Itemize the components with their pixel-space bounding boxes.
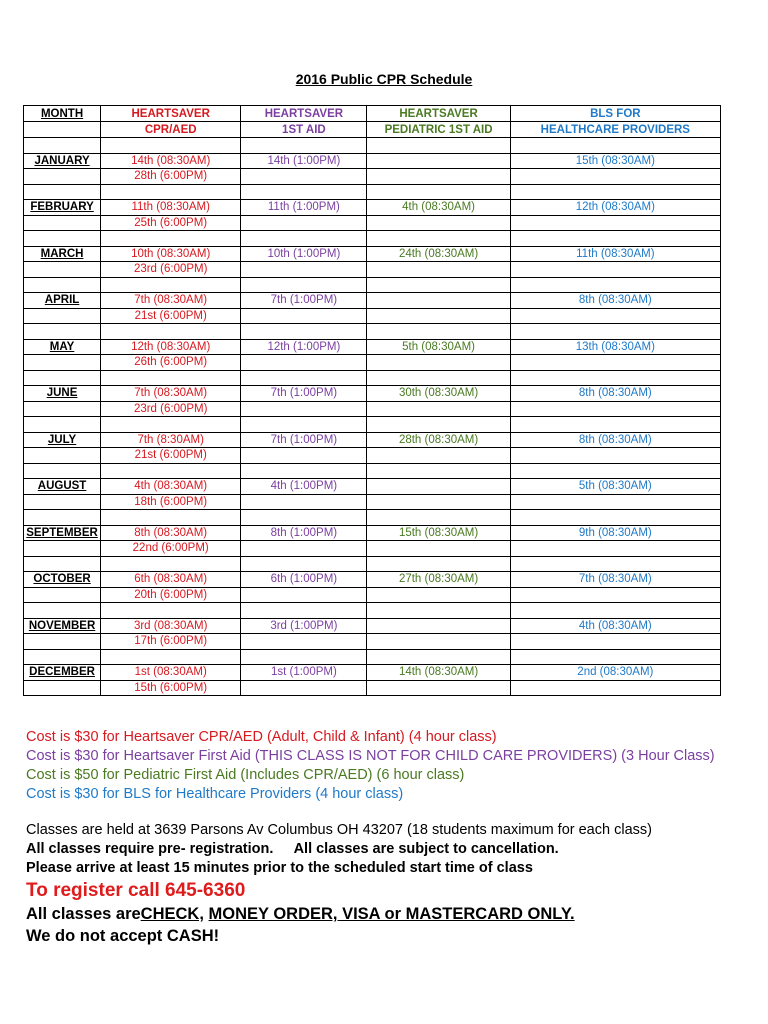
cpr-session-2-may: 26th (6:00PM)	[101, 355, 241, 371]
cpr-session-1-february: 11th (08:30AM)	[101, 200, 241, 216]
spacer-row	[24, 649, 721, 665]
empty-cell	[510, 510, 720, 526]
table-row-july	[24, 432, 721, 448]
empty-cell	[367, 649, 510, 665]
empty-cell	[24, 448, 101, 464]
empty-cell	[367, 184, 510, 200]
empty-cell	[24, 680, 101, 696]
pediatric-session-april	[367, 293, 510, 309]
bls-session-september: 9th (08:30AM)	[510, 525, 720, 541]
empty-cell	[24, 587, 101, 603]
empty-cell	[24, 277, 101, 293]
empty-cell	[510, 556, 720, 572]
spacer-row	[24, 510, 721, 526]
table-row-december-evening	[24, 680, 721, 696]
empty-cell	[101, 138, 241, 154]
month-name-june: JUNE	[24, 386, 101, 402]
cpr-session-2-january: 28th (6:00PM)	[101, 169, 241, 185]
cpr-session-1-september: 8th (08:30AM)	[101, 525, 241, 541]
cpr-session-1-november: 3rd (08:30AM)	[101, 618, 241, 634]
table-row-november	[24, 618, 721, 634]
empty-cell	[101, 463, 241, 479]
empty-cell	[241, 510, 367, 526]
header-month-line2	[24, 122, 101, 138]
table-row-august-evening	[24, 494, 721, 510]
bls-session-november: 4th (08:30AM)	[510, 618, 720, 634]
bls-session-february: 12th (08:30AM)	[510, 200, 720, 216]
cpr-session-2-august: 18th (6:00PM)	[101, 494, 241, 510]
month-name-february: FEBRUARY	[24, 200, 101, 216]
empty-cell	[510, 184, 720, 200]
empty-cell	[367, 401, 510, 417]
cpr-session-2-february: 25th (6:00PM)	[101, 215, 241, 231]
table-header-row-2	[24, 122, 721, 138]
bls-session-october: 7th (08:30AM)	[510, 572, 720, 588]
empty-cell	[24, 603, 101, 619]
empty-cell	[367, 277, 510, 293]
header-pediatric-line2: PEDIATRIC 1ST AID	[367, 122, 510, 138]
empty-cell	[24, 463, 101, 479]
empty-cell	[367, 448, 510, 464]
empty-cell	[241, 324, 367, 340]
pediatric-session-november	[367, 618, 510, 634]
empty-cell	[241, 138, 367, 154]
table-row-february-evening	[24, 215, 721, 231]
table-row-october-evening	[24, 587, 721, 603]
cpr-session-1-may: 12th (08:30AM)	[101, 339, 241, 355]
empty-cell	[510, 587, 720, 603]
first-aid-session-february: 11th (1:00PM)	[241, 200, 367, 216]
month-name-october: OCTOBER	[24, 572, 101, 588]
empty-cell	[510, 448, 720, 464]
empty-cell	[101, 556, 241, 572]
empty-cell	[510, 603, 720, 619]
spacer-row	[24, 231, 721, 247]
pediatric-session-june: 30th (08:30AM)	[367, 386, 510, 402]
empty-cell	[367, 587, 510, 603]
table-row-september	[24, 525, 721, 541]
empty-cell	[367, 680, 510, 696]
table-row-october	[24, 572, 721, 588]
empty-cell	[510, 169, 720, 185]
empty-cell	[241, 603, 367, 619]
empty-cell	[510, 138, 720, 154]
pediatric-session-july: 28th (08:30AM)	[367, 432, 510, 448]
bls-session-august: 5th (08:30AM)	[510, 479, 720, 495]
empty-cell	[510, 494, 720, 510]
empty-cell	[24, 184, 101, 200]
notes-section	[26, 728, 756, 947]
cost-pediatric: Cost is $50 for Pediatric First Aid (Includes CPR/AED) (6 hour class)	[26, 767, 465, 783]
empty-cell	[241, 355, 367, 371]
empty-cell	[367, 541, 510, 557]
empty-cell	[24, 355, 101, 371]
spacer-row	[24, 370, 721, 386]
empty-cell	[367, 262, 510, 278]
table-row-april	[24, 293, 721, 309]
empty-cell	[101, 510, 241, 526]
cpr-session-1-july: 7th (8:30AM)	[101, 432, 241, 448]
bls-session-may: 13th (08:30AM)	[510, 339, 720, 355]
pediatric-session-august	[367, 479, 510, 495]
empty-cell	[241, 262, 367, 278]
empty-cell	[510, 262, 720, 278]
table-row-april-evening	[24, 308, 721, 324]
cpr-session-2-march: 23rd (6:00PM)	[101, 262, 241, 278]
month-name-november: NOVEMBER	[24, 618, 101, 634]
first-aid-session-april: 7th (1:00PM)	[241, 293, 367, 309]
empty-cell	[367, 417, 510, 433]
cpr-session-1-april: 7th (08:30AM)	[101, 293, 241, 309]
empty-cell	[367, 370, 510, 386]
empty-cell	[510, 680, 720, 696]
empty-cell	[367, 355, 510, 371]
first-aid-session-august: 4th (1:00PM)	[241, 479, 367, 495]
spacer-row	[24, 603, 721, 619]
empty-cell	[510, 417, 720, 433]
empty-cell	[510, 277, 720, 293]
empty-cell	[24, 417, 101, 433]
first-aid-session-june: 7th (1:00PM)	[241, 386, 367, 402]
table-row-may	[24, 339, 721, 355]
empty-cell	[510, 231, 720, 247]
table-row-september-evening	[24, 541, 721, 557]
table-row-may-evening	[24, 355, 721, 371]
empty-cell	[367, 215, 510, 231]
table-row-march-evening	[24, 262, 721, 278]
no-cash-text: We do not accept CASH!	[26, 927, 220, 945]
cpr-session-2-april: 21st (6:00PM)	[101, 308, 241, 324]
empty-cell	[241, 634, 367, 650]
empty-cell	[241, 169, 367, 185]
table-row-january-evening	[24, 169, 721, 185]
empty-cell	[24, 649, 101, 665]
spacer-row	[24, 417, 721, 433]
table-row-july-evening	[24, 448, 721, 464]
empty-cell	[241, 448, 367, 464]
table-row-february	[24, 200, 721, 216]
empty-cell	[241, 587, 367, 603]
cost-cpr: Cost is $30 for Heartsaver CPR/AED (Adult, Child & Infant) (4 hour class)	[26, 729, 497, 745]
table-row-august	[24, 479, 721, 495]
bls-session-july: 8th (08:30AM)	[510, 432, 720, 448]
empty-cell	[24, 262, 101, 278]
registration-text: All classes require pre- registration.	[26, 841, 274, 857]
cpr-session-2-july: 21st (6:00PM)	[101, 448, 241, 464]
empty-cell	[241, 215, 367, 231]
header-first-aid-line1: HEARTSAVER	[241, 106, 367, 122]
empty-cell	[241, 463, 367, 479]
empty-cell	[101, 417, 241, 433]
month-name-may: MAY	[24, 339, 101, 355]
empty-cell	[241, 541, 367, 557]
empty-cell	[510, 308, 720, 324]
empty-cell	[367, 169, 510, 185]
empty-cell	[101, 603, 241, 619]
first-aid-session-july: 7th (1:00PM)	[241, 432, 367, 448]
empty-cell	[101, 277, 241, 293]
spacer-row	[24, 184, 721, 200]
empty-cell	[24, 401, 101, 417]
cpr-session-1-december: 1st (08:30AM)	[101, 665, 241, 681]
pediatric-session-september: 15th (08:30AM)	[367, 525, 510, 541]
first-aid-session-november: 3rd (1:00PM)	[241, 618, 367, 634]
empty-cell	[101, 184, 241, 200]
empty-cell	[510, 324, 720, 340]
cpr-session-2-september: 22nd (6:00PM)	[101, 541, 241, 557]
empty-cell	[24, 634, 101, 650]
bls-session-december: 2nd (08:30AM)	[510, 665, 720, 681]
pediatric-session-december: 14th (08:30AM)	[367, 665, 510, 681]
register-call-text: To register call 645-6360	[26, 880, 246, 901]
empty-cell	[367, 463, 510, 479]
spacer-row	[24, 324, 721, 340]
location-text: Classes are held at 3639 Parsons Av Columbus OH 43207 (18 students maximum for each class)	[26, 822, 652, 838]
empty-cell	[24, 510, 101, 526]
empty-cell	[367, 324, 510, 340]
bls-session-january: 15th (08:30AM)	[510, 153, 720, 169]
empty-cell	[24, 324, 101, 340]
cpr-session-2-october: 20th (6:00PM)	[101, 587, 241, 603]
first-aid-session-december: 1st (1:00PM)	[241, 665, 367, 681]
cpr-session-1-march: 10th (08:30AM)	[101, 246, 241, 262]
payment-method-others: MONEY ORDER, VISA or MASTERCARD ONLY.	[208, 905, 575, 923]
empty-cell	[24, 231, 101, 247]
header-bls-line1: BLS FOR	[510, 106, 720, 122]
empty-cell	[367, 603, 510, 619]
first-aid-session-january: 14th (1:00PM)	[241, 153, 367, 169]
empty-cell	[367, 634, 510, 650]
header-cpr-line1: HEARTSAVER	[101, 106, 241, 122]
spacer-row	[24, 463, 721, 479]
spacer-row	[24, 277, 721, 293]
table-row-january	[24, 153, 721, 169]
schedule-table	[23, 105, 721, 696]
empty-cell	[510, 649, 720, 665]
registration-line	[26, 840, 756, 859]
header-pediatric-line1: HEARTSAVER	[367, 106, 510, 122]
empty-cell	[510, 463, 720, 479]
first-aid-session-march: 10th (1:00PM)	[241, 246, 367, 262]
pediatric-session-march: 24th (08:30AM)	[367, 246, 510, 262]
spacer-row	[24, 556, 721, 572]
table-row-june	[24, 386, 721, 402]
spacer-row	[24, 138, 721, 154]
month-name-april: APRIL	[24, 293, 101, 309]
empty-cell	[367, 308, 510, 324]
empty-cell	[510, 215, 720, 231]
empty-cell	[367, 510, 510, 526]
empty-cell	[510, 634, 720, 650]
month-name-september: SEPTEMBER	[24, 525, 101, 541]
cost-first-aid: Cost is $30 for Heartsaver First Aid (THIS CLASS IS NOT FOR CHILD CARE PROVIDERS) (3 Hour Class)	[26, 748, 715, 764]
empty-cell	[241, 401, 367, 417]
bls-session-march: 11th (08:30AM)	[510, 246, 720, 262]
month-name-august: AUGUST	[24, 479, 101, 495]
empty-cell	[367, 556, 510, 572]
month-name-december: DECEMBER	[24, 665, 101, 681]
cancellation-text: All classes are subject to cancellation.	[293, 841, 559, 857]
cpr-session-2-november: 17th (6:00PM)	[101, 634, 241, 650]
empty-cell	[24, 370, 101, 386]
empty-cell	[101, 649, 241, 665]
first-aid-session-october: 6th (1:00PM)	[241, 572, 367, 588]
payment-line	[26, 903, 756, 925]
payment-method-check: CHECK,	[140, 905, 204, 923]
empty-cell	[510, 370, 720, 386]
empty-cell	[510, 401, 720, 417]
empty-cell	[24, 138, 101, 154]
header-cpr-line2: CPR/AED	[101, 122, 241, 138]
pediatric-session-february: 4th (08:30AM)	[367, 200, 510, 216]
bls-session-april: 8th (08:30AM)	[510, 293, 720, 309]
table-header-row-1	[24, 106, 721, 122]
empty-cell	[367, 138, 510, 154]
empty-cell	[24, 215, 101, 231]
cpr-session-1-june: 7th (08:30AM)	[101, 386, 241, 402]
empty-cell	[241, 308, 367, 324]
month-name-january: JANUARY	[24, 153, 101, 169]
empty-cell	[24, 169, 101, 185]
empty-cell	[241, 680, 367, 696]
empty-cell	[241, 417, 367, 433]
table-row-november-evening	[24, 634, 721, 650]
header-first-aid-line2: 1ST AID	[241, 122, 367, 138]
arrival-text: Please arrive at least 15 minutes prior to the scheduled start time of class	[26, 860, 533, 876]
empty-cell	[241, 494, 367, 510]
pediatric-session-october: 27th (08:30AM)	[367, 572, 510, 588]
empty-cell	[241, 649, 367, 665]
cost-bls: Cost is $30 for BLS for Healthcare Providers (4 hour class)	[26, 786, 404, 802]
first-aid-session-may: 12th (1:00PM)	[241, 339, 367, 355]
empty-cell	[367, 494, 510, 510]
empty-cell	[101, 370, 241, 386]
month-name-july: JULY	[24, 432, 101, 448]
bls-session-june: 8th (08:30AM)	[510, 386, 720, 402]
empty-cell	[241, 277, 367, 293]
empty-cell	[24, 494, 101, 510]
empty-cell	[367, 231, 510, 247]
empty-cell	[510, 541, 720, 557]
empty-cell	[24, 308, 101, 324]
table-row-december	[24, 665, 721, 681]
header-month: MONTH	[24, 106, 101, 122]
empty-cell	[24, 556, 101, 572]
table-row-june-evening	[24, 401, 721, 417]
cpr-session-1-october: 6th (08:30AM)	[101, 572, 241, 588]
empty-cell	[241, 184, 367, 200]
empty-cell	[241, 370, 367, 386]
cpr-session-1-august: 4th (08:30AM)	[101, 479, 241, 495]
pediatric-session-may: 5th (08:30AM)	[367, 339, 510, 355]
empty-cell	[101, 231, 241, 247]
empty-cell	[241, 231, 367, 247]
table-row-march	[24, 246, 721, 262]
empty-cell	[101, 324, 241, 340]
page-title: 2016 Public CPR Schedule	[295, 71, 473, 87]
cpr-session-2-june: 23rd (6:00PM)	[101, 401, 241, 417]
empty-cell	[24, 541, 101, 557]
first-aid-session-september: 8th (1:00PM)	[241, 525, 367, 541]
pediatric-session-january	[367, 153, 510, 169]
header-bls-line2: HEALTHCARE PROVIDERS	[510, 122, 720, 138]
month-name-march: MARCH	[24, 246, 101, 262]
cpr-session-1-january: 14th (08:30AM)	[101, 153, 241, 169]
empty-cell	[510, 355, 720, 371]
payment-prefix: All classes are	[26, 905, 141, 923]
cpr-session-2-december: 15th (6:00PM)	[101, 680, 241, 696]
empty-cell	[241, 556, 367, 572]
